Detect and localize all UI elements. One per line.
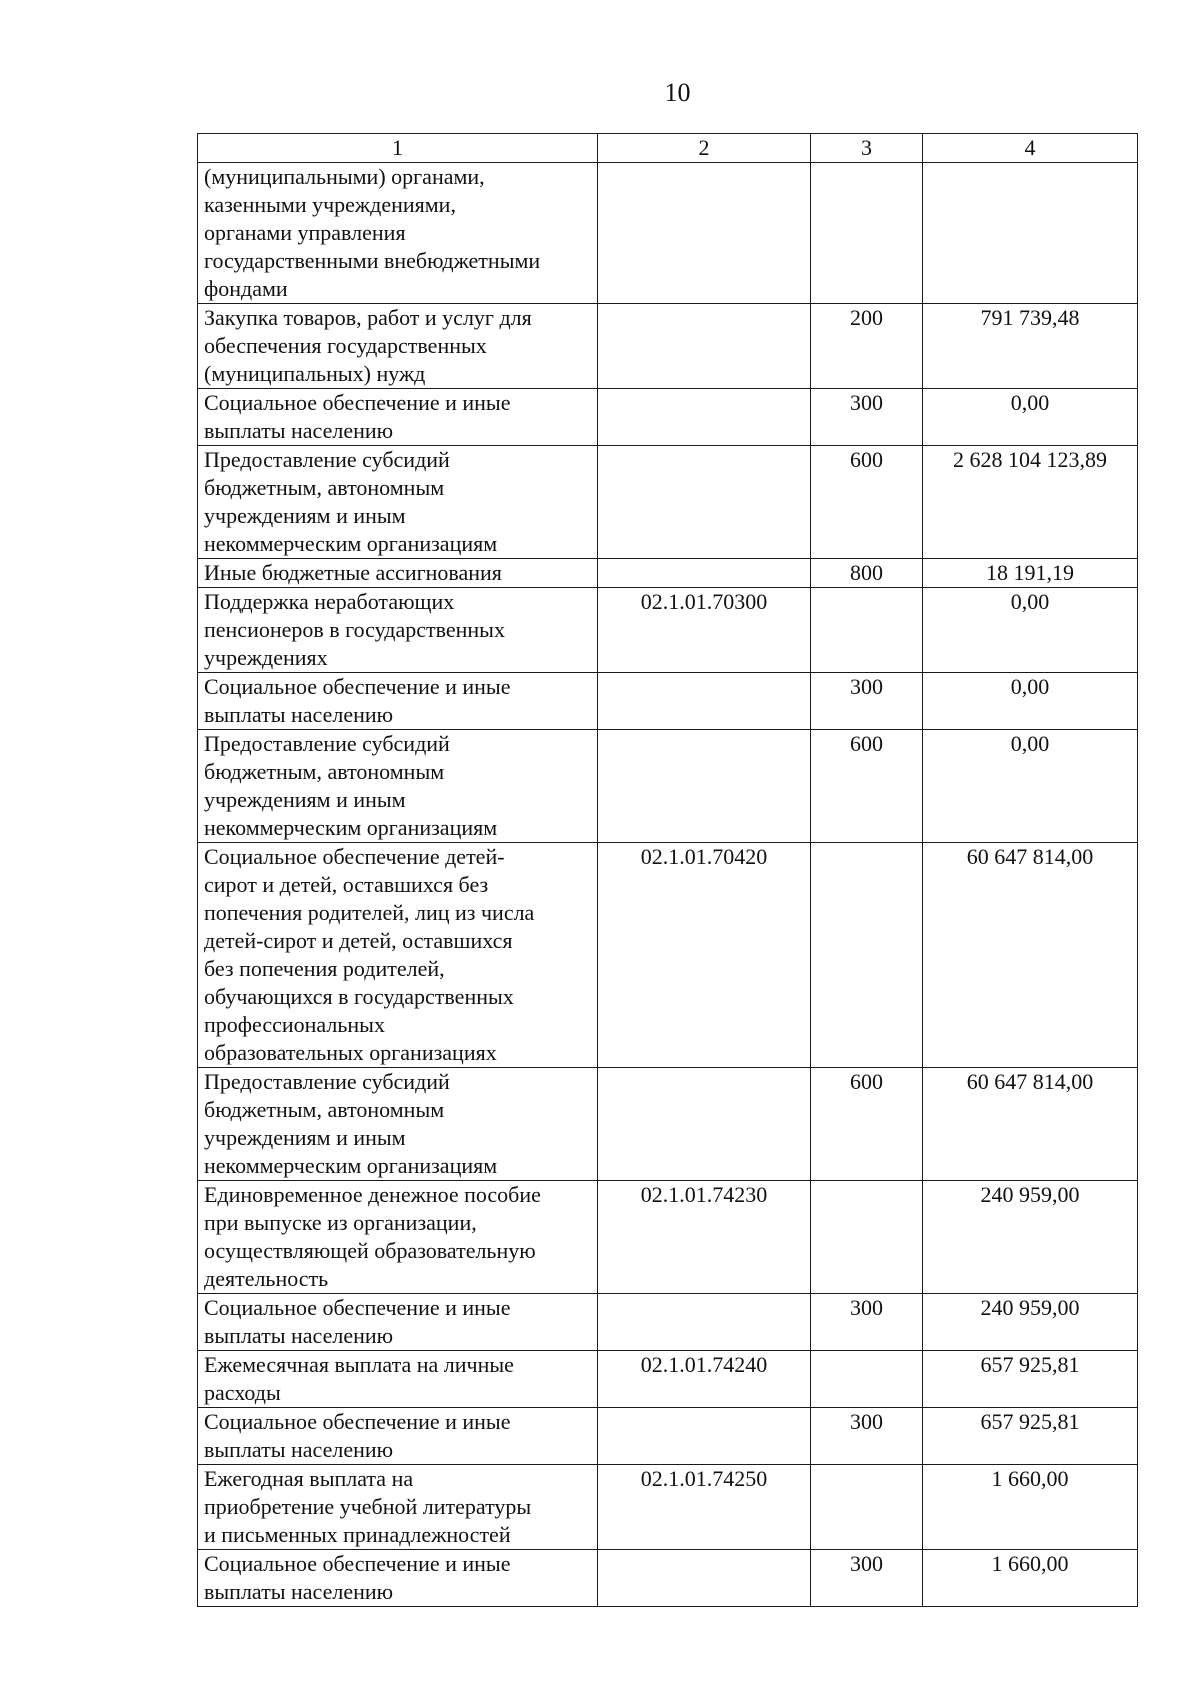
amount-cell: 240 959,00 xyxy=(923,1294,1138,1351)
expense-name-cell: Предоставление субсидий бюджетным, автономным учреждениям и иным некоммерческим организациям xyxy=(198,730,598,843)
expense-name-cell: Ежемесячная выплата на личные расходы xyxy=(198,1351,598,1408)
target-code-cell: 02.1.01.70420 xyxy=(598,843,811,1068)
table-row xyxy=(198,1351,1138,1408)
expense-type-cell: 800 xyxy=(811,559,923,588)
amount-cell: 0,00 xyxy=(923,730,1138,843)
expense-type-cell: 200 xyxy=(811,304,923,389)
expense-name-cell: Социальное обеспечение и иные выплаты населению xyxy=(198,1294,598,1351)
amount-cell: 657 925,81 xyxy=(923,1408,1138,1465)
target-code-cell xyxy=(598,730,811,843)
table-row xyxy=(198,389,1138,446)
amount-cell: 18 191,19 xyxy=(923,559,1138,588)
expense-name-cell: Единовременное денежное пособие при выпуске из организации, осуществляющей образовательную деятельность xyxy=(198,1181,598,1294)
expense-type-cell: 600 xyxy=(811,1068,923,1181)
expense-type-cell: 300 xyxy=(811,673,923,730)
table-row xyxy=(198,1294,1138,1351)
target-code-cell: 02.1.01.70300 xyxy=(598,588,811,673)
expense-name-cell: Социальное обеспечение детей- сирот и детей, оставшихся без попечения родителей, лиц из числа детей-сирот и детей, оставшихся без попечения родителей, обучающихся в государственных профессиональных образовательных организациях xyxy=(198,843,598,1068)
expense-name-cell: Ежегодная выплата на приобретение учебной литературы и письменных принадлежностей xyxy=(198,1465,598,1550)
target-code-cell xyxy=(598,1550,811,1607)
amount-cell: 0,00 xyxy=(923,389,1138,446)
budget-table xyxy=(197,133,1138,1607)
target-code-cell: 02.1.01.74250 xyxy=(598,1465,811,1550)
table-row xyxy=(198,559,1138,588)
target-code-cell xyxy=(598,673,811,730)
table-row xyxy=(198,1068,1138,1181)
amount-cell: 240 959,00 xyxy=(923,1181,1138,1294)
table-row xyxy=(198,843,1138,1068)
table-row xyxy=(198,1181,1138,1294)
amount-cell: 60 647 814,00 xyxy=(923,843,1138,1068)
expense-name-cell: Социальное обеспечение и иные выплаты населению xyxy=(198,673,598,730)
amount-cell: 0,00 xyxy=(923,673,1138,730)
amount-cell: 657 925,81 xyxy=(923,1351,1138,1408)
amount-cell: 1 660,00 xyxy=(923,1550,1138,1607)
target-code-cell: 02.1.01.74230 xyxy=(598,1181,811,1294)
amount-cell xyxy=(923,163,1138,304)
table-row xyxy=(198,588,1138,673)
header-col-4: 4 xyxy=(923,134,1138,163)
expense-type-cell: 300 xyxy=(811,1550,923,1607)
header-col-3: 3 xyxy=(811,134,923,163)
expense-type-cell: 300 xyxy=(811,1294,923,1351)
amount-cell: 1 660,00 xyxy=(923,1465,1138,1550)
target-code-cell: 02.1.01.74240 xyxy=(598,1351,811,1408)
expense-type-cell xyxy=(811,1465,923,1550)
target-code-cell xyxy=(598,389,811,446)
table-header-row xyxy=(198,134,1138,163)
expense-type-cell xyxy=(811,163,923,304)
expense-type-cell xyxy=(811,588,923,673)
header-col-1: 1 xyxy=(198,134,598,163)
expense-name-cell: Социальное обеспечение и иные выплаты населению xyxy=(198,389,598,446)
page-number: 10 xyxy=(664,78,691,107)
table-row xyxy=(198,163,1138,304)
target-code-cell xyxy=(598,1294,811,1351)
target-code-cell xyxy=(598,446,811,559)
expense-type-cell xyxy=(811,843,923,1068)
expense-name-cell: Закупка товаров, работ и услуг для обеспечения государственных (муниципальных) нужд xyxy=(198,304,598,389)
header-col-2: 2 xyxy=(598,134,811,163)
expense-type-cell xyxy=(811,1351,923,1408)
expense-name-cell: Социальное обеспечение и иные выплаты населению xyxy=(198,1408,598,1465)
expense-type-cell: 600 xyxy=(811,730,923,843)
target-code-cell xyxy=(598,163,811,304)
expense-name-cell: Предоставление субсидий бюджетным, автономным учреждениям и иным некоммерческим организациям xyxy=(198,446,598,559)
amount-cell: 2 628 104 123,89 xyxy=(923,446,1138,559)
expense-type-cell: 300 xyxy=(811,389,923,446)
target-code-cell xyxy=(598,304,811,389)
expense-type-cell: 300 xyxy=(811,1408,923,1465)
target-code-cell xyxy=(598,559,811,588)
table-body xyxy=(198,134,1138,1607)
expense-name-cell: Иные бюджетные ассигнования xyxy=(198,559,598,588)
table-row xyxy=(198,673,1138,730)
amount-cell: 60 647 814,00 xyxy=(923,1068,1138,1181)
table-row xyxy=(198,1550,1138,1607)
target-code-cell xyxy=(598,1068,811,1181)
expense-type-cell: 600 xyxy=(811,446,923,559)
table-row xyxy=(198,1408,1138,1465)
expense-name-cell: (муниципальными) органами, казенными учреждениями, органами управления государственными внебюджетными фондами xyxy=(198,163,598,304)
table-row xyxy=(198,304,1138,389)
amount-cell: 791 739,48 xyxy=(923,304,1138,389)
expense-name-cell: Социальное обеспечение и иные выплаты населению xyxy=(198,1550,598,1607)
table-row xyxy=(198,446,1138,559)
expense-type-cell xyxy=(811,1181,923,1294)
expense-name-cell: Предоставление субсидий бюджетным, автономным учреждениям и иным некоммерческим организациям xyxy=(198,1068,598,1181)
expense-name-cell: Поддержка неработающих пенсионеров в государственных учреждениях xyxy=(198,588,598,673)
amount-cell: 0,00 xyxy=(923,588,1138,673)
table-row xyxy=(198,1465,1138,1550)
target-code-cell xyxy=(598,1408,811,1465)
table-row xyxy=(198,730,1138,843)
